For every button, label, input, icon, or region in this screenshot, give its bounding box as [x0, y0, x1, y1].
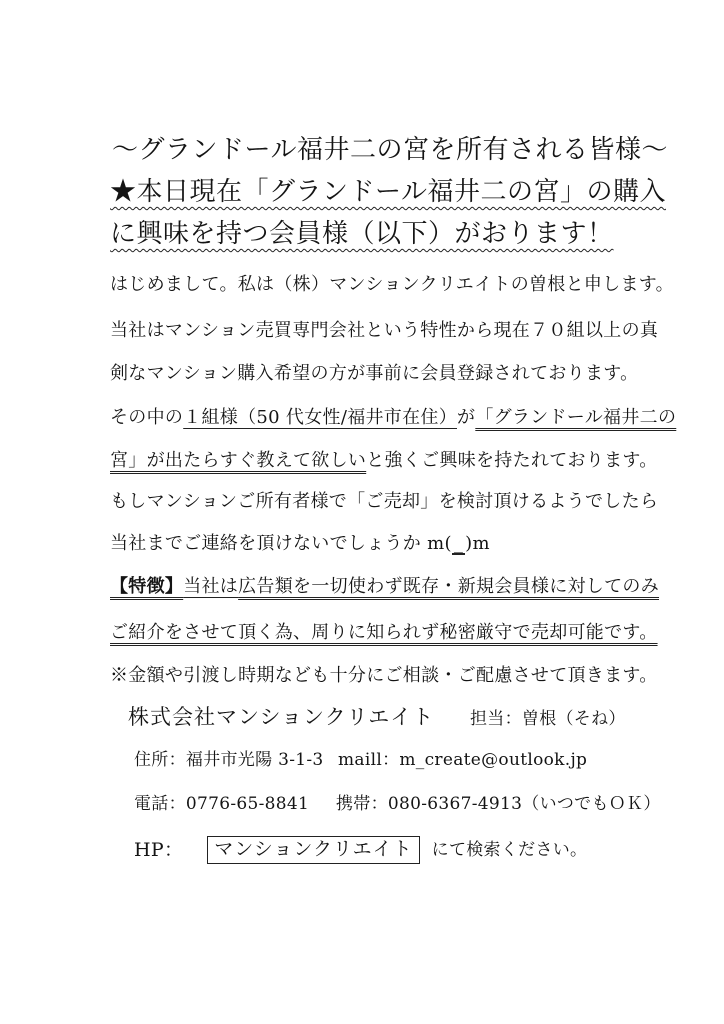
body-paragraph-1: はじめまして。私は（株）マンションクリエイトの曽根と申します。 — [110, 274, 674, 295]
body-p8-pre: 当社は — [183, 576, 239, 597]
feature-label: 【特徴】 — [110, 576, 184, 597]
body-p4-highlight: １組様（50 代女性/福井市在住） — [183, 407, 457, 428]
body-paragraph-4 — [110, 409, 676, 427]
email[interactable]: maill：m_create@outlook.jp — [338, 750, 588, 770]
address: 住所：福井市光陽 3-1-3 — [134, 750, 324, 770]
body-p5-property: 宮」が出たらすぐ教えて欲しい — [110, 450, 367, 471]
heading-line-1: 〜グランドール福井二の宮を所有される皆様〜 — [112, 135, 668, 165]
body-paragraph-2: 当社はマンション売買専門会社という特性から現在７０組以上の真 — [110, 320, 659, 341]
body-paragraph-5 — [110, 452, 658, 470]
body-p4-property: 「グランドール福井二の — [475, 407, 677, 428]
body-paragraph-3: 剣なマンション購入希望の方が事前に会員登録されております。 — [110, 363, 639, 384]
phone-number[interactable]: 電話：0776-65-8841 — [134, 794, 310, 814]
body-paragraph-7 — [110, 535, 490, 555]
hp-label: HP： — [134, 838, 184, 861]
homepage-row — [134, 836, 587, 864]
heading-line-2: ★本日現在「グランドール福井二の宮」の購入 — [110, 177, 666, 207]
body-paragraph-6: もしマンションご所有者様で「ご売却」を検討頂けるようでしたら — [110, 491, 659, 512]
body-p7-face: _ — [453, 533, 464, 554]
company-name: 株式会社マンションクリエイト — [128, 705, 435, 729]
body-paragraph-10: ※金額や引渡し時期なども十分にご相談・ご配慮させて頂きます。 — [110, 665, 658, 686]
hp-search-term[interactable]: マンションクリエイト — [207, 836, 419, 864]
body-paragraph-9: ご紹介をさせて頂く為、周りに知られず秘密厳守で売却可能です。 — [110, 622, 658, 643]
body-p7-pre: 当社までご連絡を頂けないでしょうか m( — [110, 533, 452, 554]
body-p4-gap: が — [457, 407, 476, 428]
hp-suffix: にて検索ください。 — [431, 839, 588, 860]
body-p7-post: )m — [465, 533, 490, 554]
contact-person: 担当：曽根（そね） — [470, 709, 626, 729]
body-p4-pre: その中の — [110, 407, 184, 428]
body-p5-post: と強くご興味を持たれております。 — [366, 450, 658, 471]
heading-line-3: に興味を持つ会員様（以下）がおります！ — [110, 219, 614, 249]
body-paragraph-8 — [110, 578, 659, 596]
body-p8-post: 広告類を一切使わず既存・新規会員様に対してのみ — [238, 576, 660, 597]
mobile-number[interactable]: 携帯：080-6367-4913（いつでもＯＫ） — [336, 794, 661, 814]
